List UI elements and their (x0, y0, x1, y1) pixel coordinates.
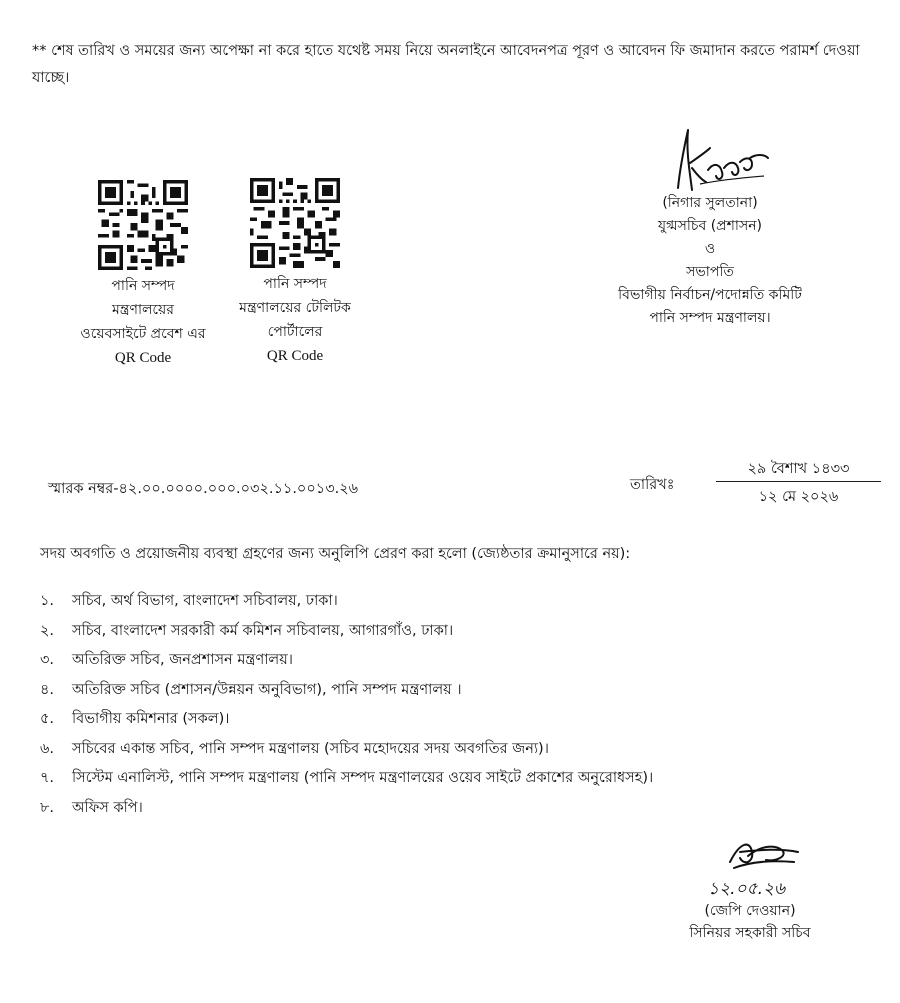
list-item-number: ২. (40, 622, 55, 639)
qr-caption: QR Code (114, 350, 172, 366)
list-item-number: ১. (40, 593, 55, 609)
date-bangla: ২৯ বৈশাখ ১৪৩৩ (747, 461, 850, 477)
date-divider (716, 481, 881, 482)
signatory-conjunction: ও (704, 241, 716, 257)
date-english: ১২ মে ২০২৬ (758, 489, 839, 505)
list-item-number: ৪. (40, 681, 55, 698)
signatory-name: (নিগার সুলতানা) (662, 195, 758, 211)
qr-label-line: পোর্টালের (267, 324, 323, 340)
distribution-intro: সদয় অবগতি ও প্রয়োজনীয় ব্যবস্থা গ্রহণের জন্য অনুলিপি প্রেরণ করা হলো (জ্যেষ্ঠতার ক্রমানুসারে নয়): (40, 546, 631, 562)
date-label: তারিখঃ (630, 477, 675, 493)
handwritten-signature-image (690, 832, 810, 902)
signatory-committee: বিভাগীয় নির্বাচন/পদোন্নতি কমিটি (618, 287, 802, 303)
list-item-number: ৬. (40, 740, 55, 757)
list-item (40, 767, 880, 797)
list-item-text: বিভাগীয় কমিশনার (সকল)। (72, 711, 230, 727)
qr-label-line: মন্ত্রণালয়ের (111, 302, 175, 318)
second-signatory-designation: সিনিয়র সহকারী সচিব (689, 925, 811, 941)
list-item-number: ৮. (40, 799, 55, 816)
list-item (40, 738, 880, 768)
list-item-text: অতিরিক্ত সচিব, জনপ্রশাসন মন্ত্রণালয়। (72, 652, 293, 668)
signatory-block (560, 118, 860, 330)
list-item-text: অতিরিক্ত সচিব (প্রশাসন/উন্নয়ন অনুবিভাগ), পানি সম্পদ মন্ত্রণালয় । (72, 681, 462, 698)
list-item-number: ৫. (40, 711, 55, 727)
qr-block-teletalk (205, 178, 385, 368)
list-item-text: সিস্টেম এনালিস্ট, পানি সম্পদ মন্ত্রণালয় (পানি সম্পদ মন্ত্রণালয়ের ওয়েব সাইটে প্রকাশের অনুরোধসহ)। (72, 770, 654, 786)
signatory-role: সভাপতি (686, 264, 734, 280)
list-item-number: ৭. (40, 770, 55, 786)
distribution-list (40, 590, 880, 826)
qr-block-website (58, 180, 228, 370)
list-item-number: ৩. (40, 652, 55, 668)
list-item-text: সচিব, অর্থ বিভাগ, বাংলাদেশ সচিবালয়, ঢাকা। (72, 593, 338, 609)
second-signatory-name: (জেপি দেওয়ান) (704, 903, 796, 919)
qr-label-line: ওয়েবসাইটে প্রবেশ এর (80, 326, 206, 342)
handwritten-date: ১২.০৫.২৬ (708, 879, 786, 899)
list-item-text: অফিস কপি। (72, 799, 143, 816)
qr-caption: QR Code (266, 348, 324, 364)
handwritten-signature-image (640, 118, 780, 198)
list-item-text: সচিব, বাংলাদেশ সরকারী কর্ম কমিশন সচিবালয়, আগারগাঁও, ঢাকা। (72, 622, 454, 639)
qr-label-line: পানি সম্পদ (111, 278, 175, 294)
qr-code-teletalk-image (247, 178, 343, 268)
list-item-text: সচিবের একান্ত সচিব, পানি সম্পদ মন্ত্রণালয় (সচিব মহোদয়ের সদয় অবগতির জন্য)। (72, 740, 549, 757)
second-signatory-block (650, 832, 850, 944)
list-item (40, 649, 880, 679)
qr-label-line: পানি সম্পদ (263, 276, 327, 292)
deadline-note: ** শেষ তারিখ ও সময়ের জন্য অপেক্ষা না করে হাতে যথেষ্ট সময় নিয়ে অনলাইনে আবেদনপত্র পূরণ ও আবেদন ফি জমাদান করতে পরামর্শ দেওয়া যাচ্ছে। (32, 43, 860, 86)
qr-code-website-image (95, 180, 191, 270)
list-item (40, 679, 880, 709)
signatory-ministry: পানি সম্পদ মন্ত্রণালয়। (649, 310, 771, 326)
list-item (40, 797, 880, 827)
qr-label-line: মন্ত্রণালয়ের টেলিটক (239, 300, 351, 316)
list-item (40, 620, 880, 650)
list-item (40, 590, 880, 620)
memo-number: স্মারক নম্বর-৪২.০০.০০০০.০০০.০৩২.১১.০০১৩.২৬ (48, 481, 359, 497)
list-item (40, 708, 880, 738)
signatory-designation: যুগ্মসচিব (প্রশাসন) (657, 218, 763, 234)
